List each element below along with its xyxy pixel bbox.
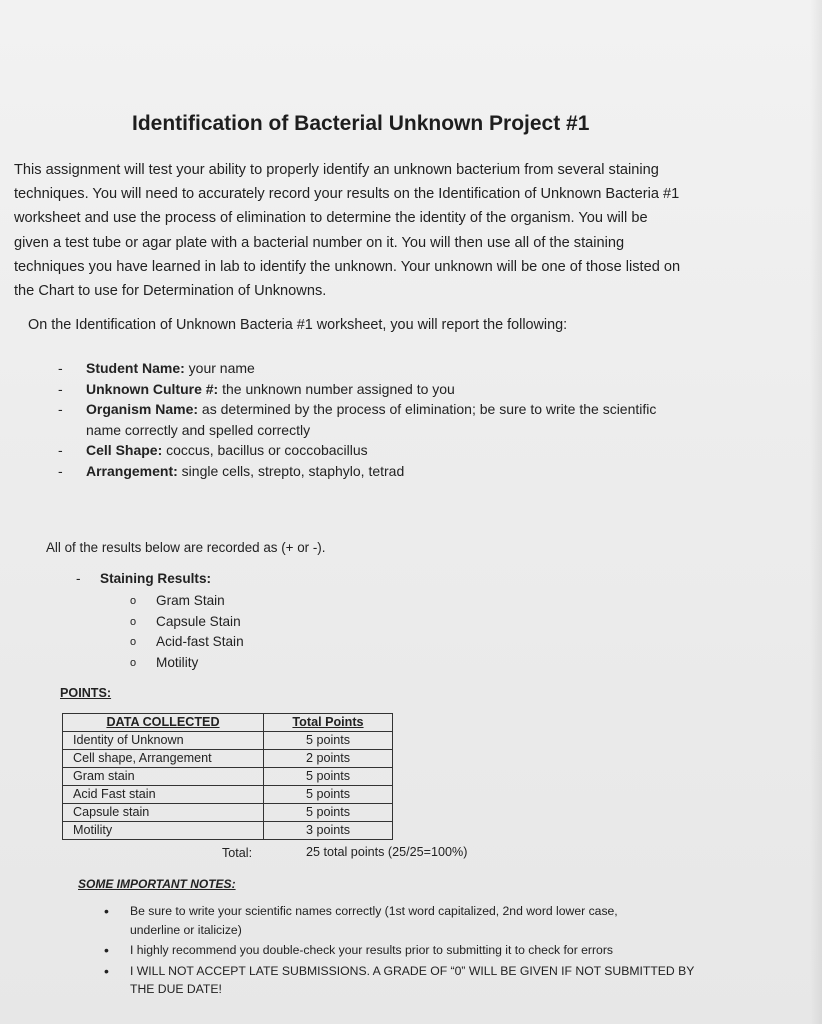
note-line: underline or italicize) [130, 922, 242, 937]
dash-bullet: - [58, 401, 63, 417]
table-row [63, 786, 393, 804]
report-item [58, 379, 758, 400]
staining-item-label: Motility [156, 654, 199, 670]
report-item-label: Arrangement: [86, 462, 178, 479]
intro-line: This assignment will test your ability to properly identify an unknown bacterium from several staining [14, 162, 659, 178]
table-cell: 5 points [264, 786, 393, 804]
intro-line: techniques. You will need to accurately record your results on the Identification of Unknown Bacteria #1 [14, 186, 680, 203]
bullet-icon: • [104, 962, 109, 979]
results-note: All of the results below are recorded as (+ or -). [46, 540, 326, 555]
dash-bullet: - [58, 380, 63, 397]
note-item [104, 902, 704, 939]
table-cell: 5 points [264, 804, 393, 822]
table-row [63, 822, 393, 840]
table-cell: Acid Fast stain [63, 786, 264, 804]
intro-line: the Chart to use for Determination of Unknowns. [14, 283, 327, 300]
report-item [58, 440, 758, 461]
table-row [63, 768, 393, 786]
report-item-label: Organism Name: [86, 401, 199, 417]
staining-item-label: Capsule Stain [156, 613, 241, 629]
dash-bullet: - [58, 442, 63, 458]
table-cell: Capsule stain [63, 804, 264, 822]
table-cell: Gram stain [63, 768, 264, 786]
circle-bullet-icon: o [130, 656, 137, 669]
table-row [63, 750, 393, 768]
staining-item-label: Gram Stain [156, 593, 225, 608]
bullet-icon: • [104, 942, 109, 958]
document-title: Identification of Bacterial Unknown Project #1 [132, 112, 590, 135]
bullet-icon: • [104, 903, 109, 919]
note-line: I WILL NOT ACCEPT LATE SUBMISSIONS. A GRADE OF “0” WILL BE GIVEN IF NOT SUBMITTED BY [130, 963, 695, 978]
table-cell: Motility [63, 822, 264, 840]
note-line: I highly recommend you double-check your results prior to submitting it to check for errors [130, 943, 613, 957]
circle-bullet-icon: o [130, 636, 137, 648]
circle-bullet-icon: o [130, 615, 137, 628]
note-line: Be sure to write your scientific names correctly (1st word capitalized, 2nd word lower case, [130, 904, 618, 918]
report-item-label: Unknown Culture #: [86, 380, 219, 397]
report-item-text: name correctly and spelled correctly [86, 421, 311, 438]
note-line: THE DUE DATE! [130, 982, 222, 996]
table-header: Total Points [264, 714, 393, 732]
table-cell: 3 points [264, 822, 393, 840]
report-item-text: the unknown number assigned to you [218, 380, 455, 397]
report-item [58, 461, 758, 482]
dash-bullet: - [58, 360, 63, 376]
report-intro: On the Identification of Unknown Bacteria #1 worksheet, you will report the following: [28, 317, 568, 333]
points-table [62, 713, 393, 840]
table-cell: 2 points [264, 750, 393, 768]
table-cell: 5 points [264, 732, 393, 750]
report-list [58, 358, 758, 481]
table-row [63, 732, 393, 750]
table-cell: Cell shape, Arrangement [63, 750, 264, 768]
report-item [58, 358, 758, 379]
report-item [58, 399, 758, 420]
report-item-label: Cell Shape: [86, 442, 163, 458]
notes-list [104, 902, 704, 1001]
report-item-text: coccus, bacillus or coccobacillus [162, 442, 368, 458]
points-heading: POINTS: [60, 686, 112, 700]
circle-bullet-icon: o [130, 595, 137, 607]
intro-line: given a test tube or agar plate with a bacterial number on it. You will then use all of the staining [14, 234, 625, 251]
report-item-label: Student Name: [86, 360, 185, 376]
intro-line: worksheet and use the process of elimination to determine the identity of the organism. You will be [14, 210, 648, 227]
report-item-text: as determined by the process of elimination; be sure to write the scientific [198, 401, 657, 417]
table-header-row [63, 714, 393, 732]
table-cell: Identity of Unknown [63, 732, 264, 750]
total-value: 25 total points (25/25=100%) [306, 845, 468, 859]
total-label: Total: [222, 846, 253, 860]
table-header: DATA COLLECTED [63, 714, 264, 732]
dash-bullet: - [76, 571, 81, 586]
dash-bullet: - [58, 462, 63, 479]
staining-label: Staining Results: [100, 571, 212, 586]
report-item-text: your name [184, 360, 255, 376]
table-cell: 5 points [264, 768, 393, 786]
intro-paragraph [14, 158, 754, 303]
report-item-text: single cells, strepto, staphylo, tetrad [177, 462, 405, 479]
intro-line: techniques you have learned in lab to identify the unknown. Your unknown will be one of those listed on [14, 258, 681, 275]
notes-heading: SOME IMPORTANT NOTES: [78, 877, 236, 891]
table-row [63, 804, 393, 822]
report-item-continuation [58, 420, 758, 441]
staining-item-label: Acid-fast Stain [156, 634, 244, 649]
note-item [104, 941, 704, 960]
note-item [104, 962, 704, 999]
page-edge-shadow [810, 0, 822, 1024]
